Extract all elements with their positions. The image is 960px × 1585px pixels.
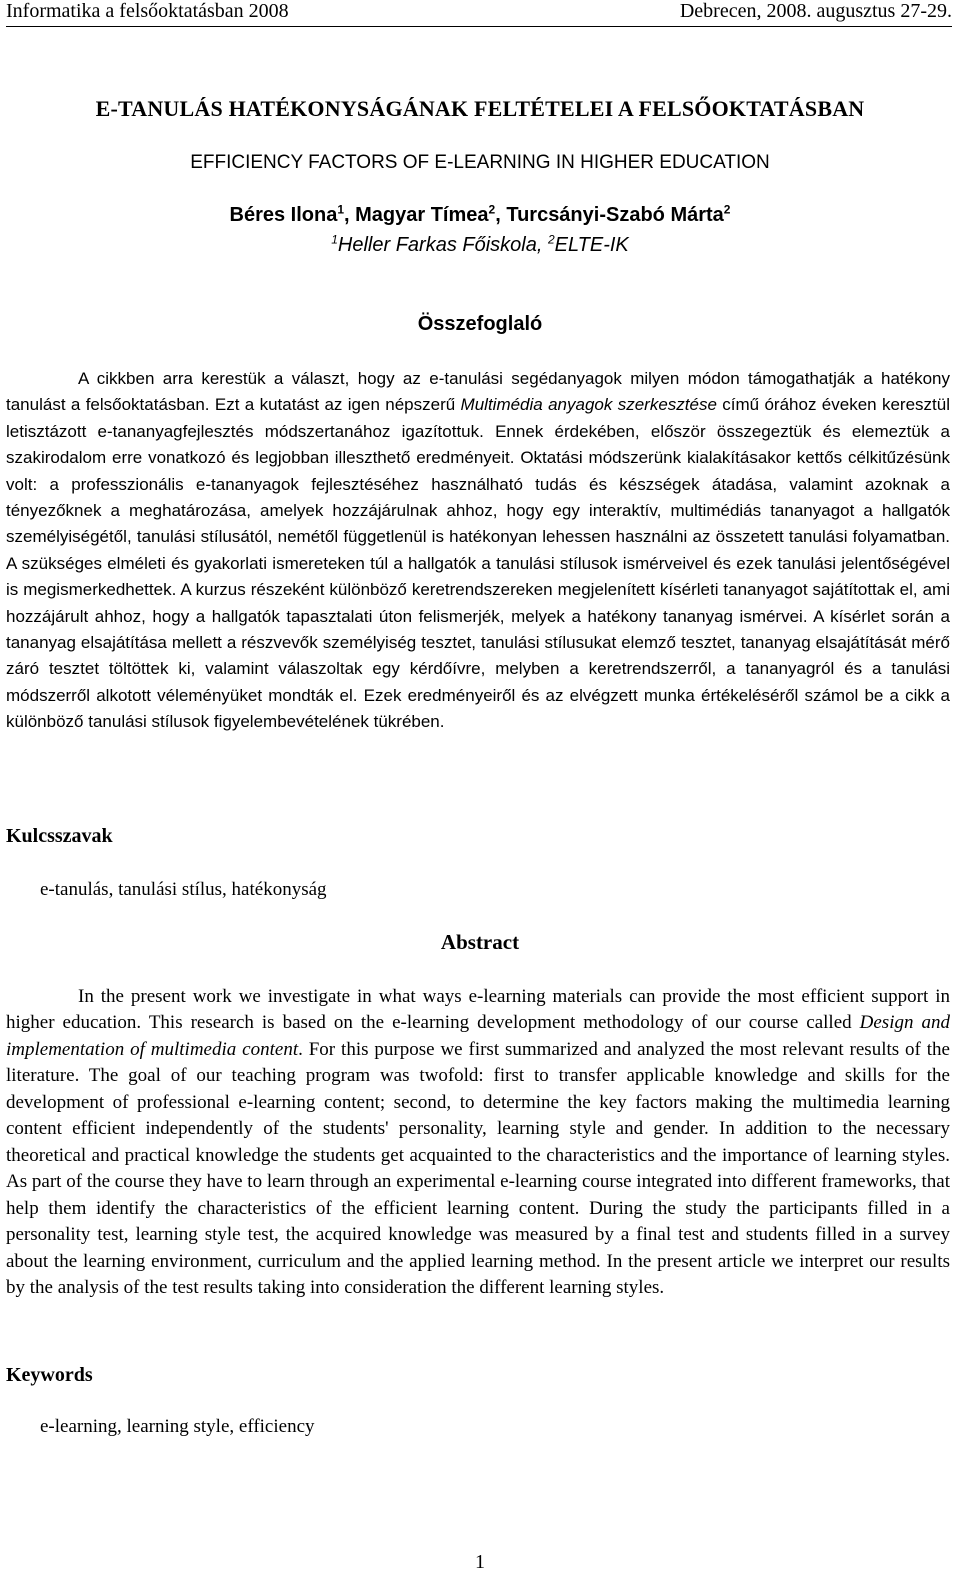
author-1-affil: 1 xyxy=(337,202,345,217)
affil-1-mark: 1 xyxy=(331,232,338,247)
affil-1: Heller Farkas Főiskola, xyxy=(337,234,548,256)
author-3-affil: 2 xyxy=(723,202,731,217)
abstract-heading: Abstract xyxy=(440,930,520,954)
affiliations xyxy=(0,234,960,257)
abstract-text-1: In the present work we investigate in what ways e-learning materials can provide the most efficient support in higher education. This research is based on the e-learning development methodology of our course called xyxy=(6,986,950,1034)
affil-2-mark: 2 xyxy=(547,232,555,247)
paper-title-en: EFFICIENCY FACTORS OF E-LEARNING IN HIGHER EDUCATION xyxy=(190,152,770,173)
abstract-text-2: . For this purpose we first summarized and analyzed the most relevant results of the literature. The goal of our teaching program was twofold: first to transfer applicable knowledge and skills for the development of professional e-learning content; second, to determine the key factors making the multimedia learning content efficient independently of the students' personality, learning style and gender. In addition to the necessary theoretical and practical knowledge the students get acquainted to the characteristics and the importance of learning styles. As part of the course they have to learn through an experimental e-learning course integrated into different frameworks, that help them identify the characteristics of the efficient learning content. During the study the participants filled in a personality test, learning style test, the acquired knowledge was measured by a final test and students filled in a survey about the learning environment, curriculum and the applied learning method. In the present article we interpret our results by the analysis of the test results taking into consideration the different learning styles. xyxy=(6,1038,950,1298)
keywords-hu-heading: Kulcsszavak xyxy=(6,825,113,847)
page-header xyxy=(6,0,952,27)
keywords-hu: e-tanulás, tanulási stílus, hatékonyság xyxy=(40,879,327,900)
author-3: , Turcsányi-Szabó Márta xyxy=(495,204,724,226)
summary-text-2: című órához éveken keresztül letisztázott e-tananyagfejlesztés módszertanához igazítottuk. Ennek érdekében, először összegeztük és elemeztük a szakirodalom erre vonatkozó és legjobban illeszthető eredményeit. Oktatási módszerünk kialakításakor kettős célkitűzésünk volt: a professzionális e-tananyagok fejlesztéséhez használható tudás és készségek átadása, valamint azoknak a tényezőknek a meghatározása, amelyek hozzájárulnak ahhoz, hogy egy interaktív, multimédiás tananyagot a hallgatók személyiségétől, tanulási stílusától, nemétől függetlenül is hatékonyan lehessen használni az összetett tanulási folyamatban. A szükséges elméleti és gyakorlati ismereteken túl a hallgatók a tanulási stílusok ismérveivel és ezek tanulási jelentőségével is megismerkedhettek. A kurzus részeként különböző keretrendszereken megjelenített kísérleti tananyagot sajátítottak el, ami hozzájárult ahhoz, hogy a hallgatók tapasztalati úton felismerjék, melyek a hatékony tananyag ismérvei. A kísérlet során a tananyag elsajátítása mellett a részvevők személyiség tesztet, tanulási stílusukat elemző tesztet, tananyag elsajátítását mérő záró tesztet töltöttek ki, valamint válaszoltak egy kérdőívre, melyben a keretrendszerről, a tananyagról és a tanulási módszerről alkotott véleményüket mondták el. Ezek eredményeiről és az elvégzett munka értékeléséről számol be a cikk a különböző tanulási stílusok figyelembevételének tükrében. xyxy=(6,395,950,732)
summary-heading: Összefoglaló xyxy=(417,313,543,335)
author-2-affil: 2 xyxy=(488,202,496,217)
paper-title-hu: E-TANULÁS HATÉKONYSÁGÁNAK FELTÉTELEI A FELSŐOKTATÁSBAN xyxy=(95,96,865,121)
page-number: 1 xyxy=(475,1551,485,1573)
summary-text-1: A cikkben arra kerestük a választ, hogy az e-tanulási segédanyagok milyen módon támogathatják a hatékony tanulást a felsőoktatásban. Ezt a kutatást az igen népszerű xyxy=(6,369,950,415)
keywords-en-heading: Keywords xyxy=(6,1364,93,1386)
abstract-paragraph xyxy=(6,984,950,1301)
author-2: , Magyar Tímea xyxy=(344,204,489,226)
affil-2: ELTE-IK xyxy=(554,234,629,256)
header-conference: Informatika a felsőoktatásban 2008 xyxy=(6,0,289,22)
keywords-en: e-learning, learning style, efficiency xyxy=(40,1416,315,1437)
summary-course-name: Multimédia anyagok szerkesztése xyxy=(460,395,717,415)
header-date: Debrecen, 2008. augusztus 27-29. xyxy=(679,0,952,22)
summary-paragraph xyxy=(6,366,950,736)
abstract-course-name: Design and implementation of multimedia content xyxy=(6,1012,950,1060)
author-list xyxy=(0,204,960,227)
author-1: Béres Ilona xyxy=(229,204,338,226)
